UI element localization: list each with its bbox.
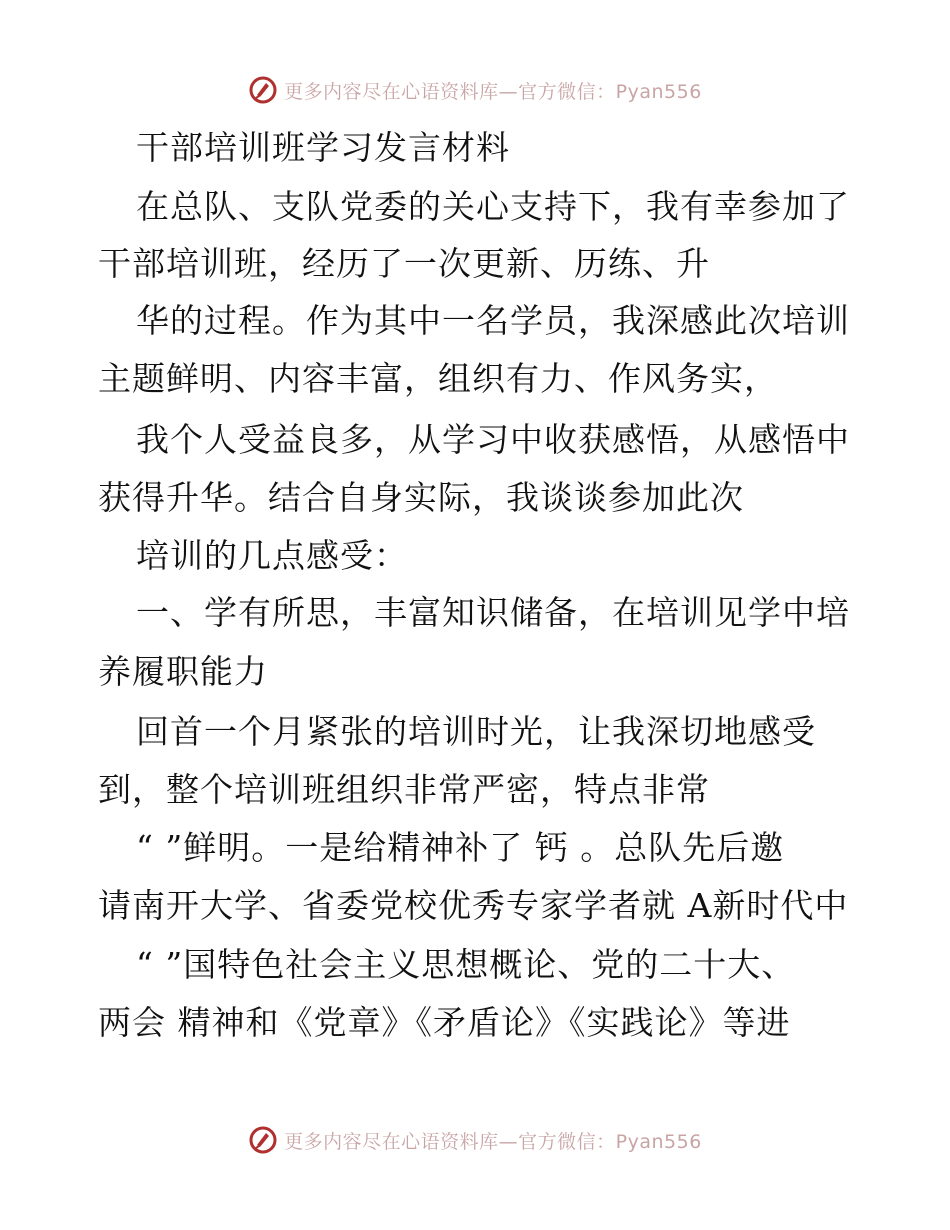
paragraph-line: 在总队、支队党委的关心支持下，我有幸参加了	[136, 187, 850, 226]
paragraph-line: “ ”国特色社会主义思想概论、党的二十大、	[136, 945, 796, 984]
paragraph-line: “ ”鲜明。一是给精神补了 钙 。总队先后邀	[136, 828, 785, 867]
paragraph-line: 回首一个月紧张的培训时光，让我深切地感受	[136, 712, 816, 751]
paragraph-line: 两会 精神和《党章》《矛盾论》《实践论》等进	[98, 1003, 791, 1042]
watermark-text: 更多内容尽在心语资料库—官方微信：Pyan556	[284, 80, 702, 103]
watermark-footer	[0, 1120, 950, 1160]
section-heading: 养履职能力	[98, 652, 268, 691]
logo-icon	[248, 1125, 278, 1155]
paragraph-line: 我个人受益良多，从学习中收获感悟，从感悟中	[136, 420, 850, 459]
document-title: 干部培训班学习发言材料	[136, 128, 510, 167]
paragraph-line: 干部培训班，经历了一次更新、历练、升	[98, 244, 710, 283]
paragraph-line: 到，整个培训班组织非常严密，特点非常	[98, 770, 710, 809]
watermark-text: 更多内容尽在心语资料库—官方微信：Pyan556	[284, 1130, 702, 1153]
paragraph-line: 请南开大学、省委党校优秀专家学者就 A新时代中	[98, 886, 849, 925]
paragraph-line: 华的过程。作为其中一名学员，我深感此次培训	[136, 301, 850, 340]
paragraph-line: 培训的几点感受：	[136, 536, 408, 575]
paragraph-line: 主题鲜明、内容丰富，组织有力、作风务实，	[98, 359, 778, 398]
section-heading: 一、学有所思，丰富知识储备，在培训见学中培	[136, 593, 850, 632]
paragraph-line: 获得升华。结合自身实际，我谈谈参加此次	[98, 478, 744, 517]
